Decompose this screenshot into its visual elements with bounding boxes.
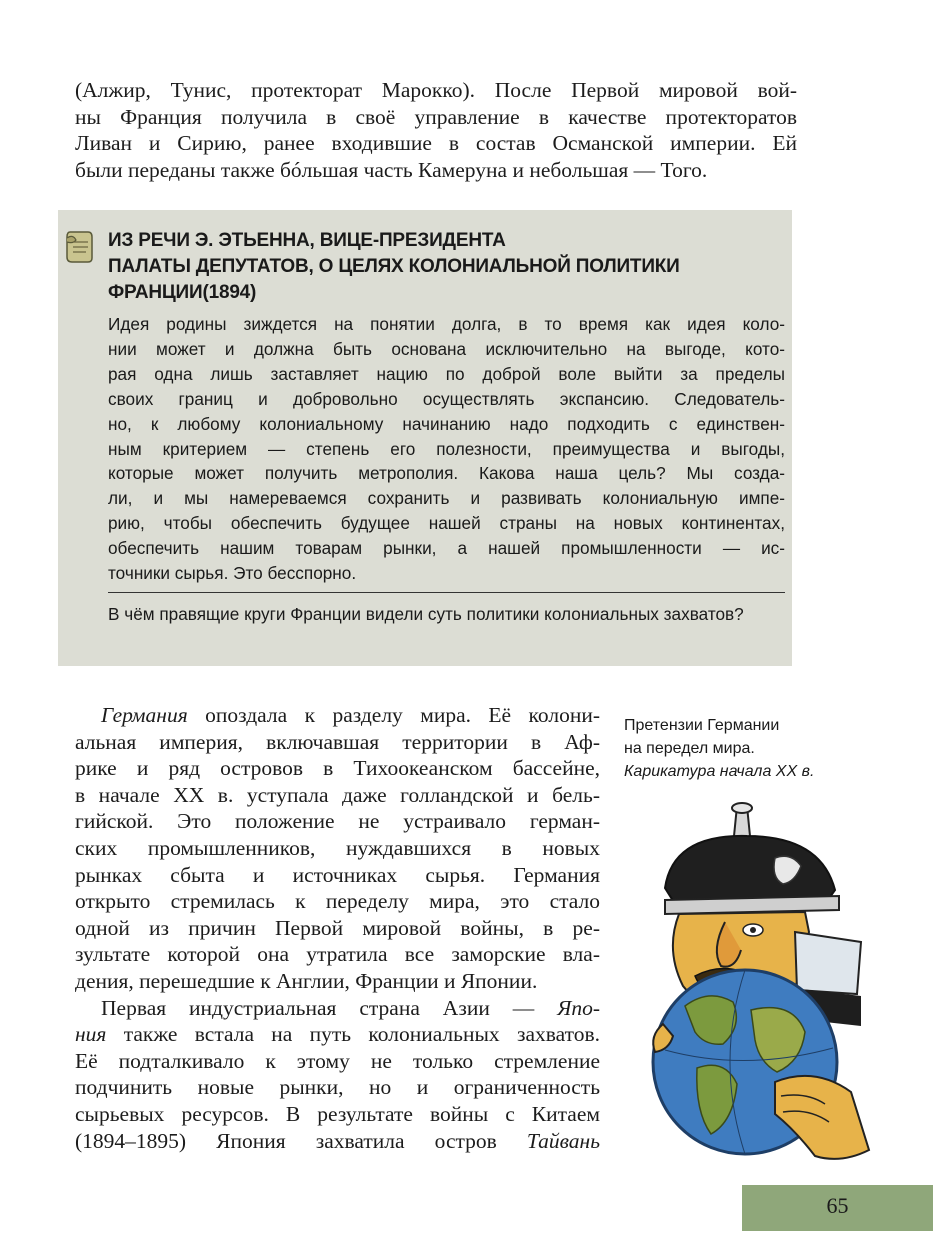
italic-term: ния xyxy=(75,1022,107,1047)
illustration-caption xyxy=(624,714,924,783)
caption-line: на передел мира. xyxy=(624,740,755,757)
source-excerpt-box xyxy=(58,210,792,666)
excerpt-title-line: ФРАНЦИИ(1894) xyxy=(108,282,257,303)
text-line: одной из причин Первой мировой войны, в ре- xyxy=(75,915,600,940)
text-line: подчинить новые рынки, но и ограниченность xyxy=(75,1075,600,1100)
italic-term: Германия xyxy=(101,703,188,727)
excerpt-title-line: ИЗ РЕЧИ Э. ЭТЬЕННА, ВИЦЕ-ПРЕЗИДЕНТА xyxy=(108,230,506,251)
excerpt-question: В чём правящие круги Франции видели суть политики колониальных захватов? xyxy=(108,604,744,624)
text-line: рынках сбыта и источниках сырья. Германия xyxy=(75,862,600,887)
text-line xyxy=(75,1021,600,1048)
excerpt-line: своих границ и добровольно осуществлять экспансию. Следователь- xyxy=(108,388,785,409)
text-fragment: (1894–1895) Япония захватила остров xyxy=(75,1128,527,1153)
page-number: 65 xyxy=(826,1193,849,1218)
text-line: открыто стремилась к переделу мира, это стало xyxy=(75,889,600,914)
text-line: Ливан и Сирию, ранее входившие в состав Османской империи. Ей xyxy=(75,131,797,156)
text-line: дения, перешедшие к Англии, Франции и Японии. xyxy=(75,969,538,993)
text-line: альная империя, включавшая территории в Аф- xyxy=(75,729,600,754)
italic-term: Япо- xyxy=(557,995,600,1020)
excerpt-line: ным критерием — степень его полезности, преимущества и выгоды, xyxy=(108,438,785,459)
divider xyxy=(108,592,785,593)
excerpt-line: ли, и мы намереваемся сохранить и развивать колониальную импе- xyxy=(108,488,785,509)
text-line: зультате которой она утратила все заморские вла- xyxy=(75,942,600,967)
caption-line: Карикатура начала XX в. xyxy=(624,763,815,780)
text-line: были переданы также бóльшая часть Камеруна и небольшая — Того. xyxy=(75,157,708,182)
text-line: рике и ряд островов в Тихоокеанском бассейне, xyxy=(75,756,600,781)
text-fragment: опоздала к разделу мира. Её колони- xyxy=(187,703,600,727)
excerpt-line: которые может получить метрополия. Какова наша цель? Мы созда- xyxy=(108,463,785,484)
italic-term: Тайвань xyxy=(526,1128,600,1153)
caption-line: Претензии Германии xyxy=(624,717,780,734)
text-fragment: также встала на путь колониальных захватов. xyxy=(106,1022,600,1047)
text-fragment: Первая индустриальная страна Азии — xyxy=(101,995,558,1020)
cartoon-kaiser-globe-illustration xyxy=(625,800,925,1170)
excerpt-line: точники сырья. Это бесспорно. xyxy=(108,563,357,584)
excerpt-line: но, к любому колониальному начинанию надо подходить с единствен- xyxy=(108,413,785,434)
text-line: гийской. Это положение не устраивало герман- xyxy=(75,809,600,834)
text-line xyxy=(101,995,600,1022)
page-number-tab xyxy=(742,1185,933,1231)
excerpt-line: Идея родины зиждется на понятии долга, в то время как идея коло- xyxy=(108,314,785,334)
excerpt-title xyxy=(108,228,788,306)
excerpt-line: рая одна лишь заставляет нацию по доброй воле выйти за пределы xyxy=(108,363,785,384)
excerpt-line: нии может и должна быть основана исключительно на выгоде, кото- xyxy=(108,338,785,359)
excerpt-title-line: ПАЛАТЫ ДЕПУТАТОВ, О ЦЕЛЯХ КОЛОНИАЛЬНОЙ ПОЛИТИКИ xyxy=(108,256,680,277)
excerpt-line: обеспечить нашим товарам рынки, а нашей промышленности — ис- xyxy=(108,538,785,559)
excerpt-line: рию, чтобы обеспечить будущее нашей страны на новых континентах, xyxy=(108,513,785,534)
text-line: (Алжир, Тунис, протекторат Марокко). После Первой мировой вой- xyxy=(75,78,797,102)
text-line xyxy=(101,702,600,729)
text-line xyxy=(75,1128,600,1155)
text-line: сырьевых ресурсов. В результате войны с Китаем xyxy=(75,1102,600,1126)
text-line: ских промышленников, нуждавшихся в новых xyxy=(75,836,600,860)
text-line: Её подталкивало к этому не только стремление xyxy=(75,1048,600,1073)
scroll-document-icon xyxy=(64,228,94,264)
text-line: в начале XX в. уступала даже голландской и бель- xyxy=(75,782,600,807)
excerpt-body xyxy=(108,312,785,586)
text-line: ны Франция получила в своё управление в качестве протекторатов xyxy=(75,104,797,129)
